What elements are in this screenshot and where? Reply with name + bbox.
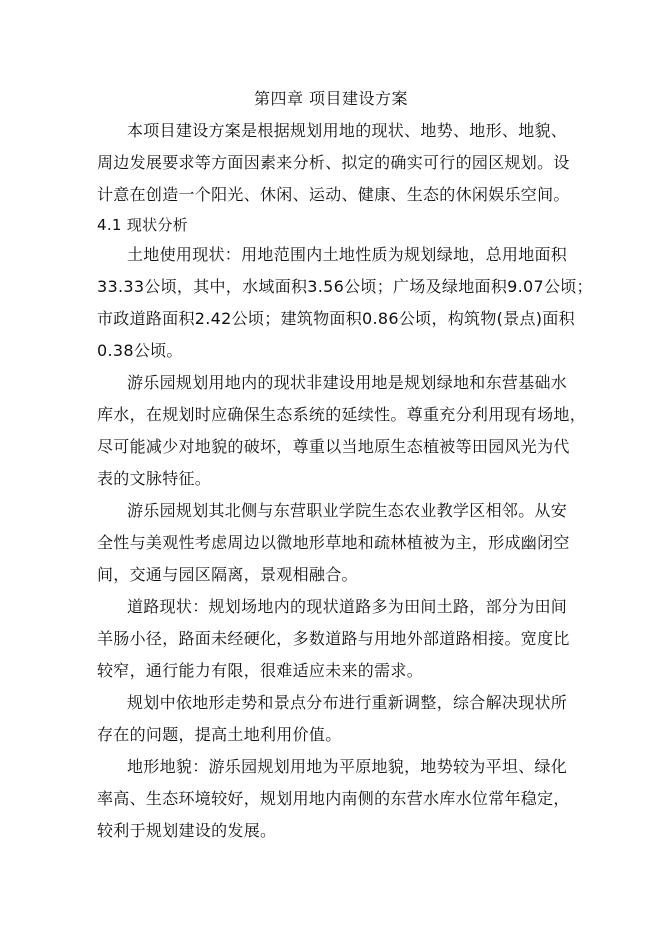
chapter-title: 第四章 项目建设方案 bbox=[253, 89, 409, 108]
land-use-line-4: 0.38公顷。 bbox=[97, 341, 183, 360]
terrain-line-3: 较利于规划建设的发展。 bbox=[97, 821, 277, 840]
land-use-line-2: 33.33公顷，其中，水域面积3.56公顷；广场及绿地面积9.07公顷； bbox=[97, 277, 593, 296]
paragraph-2-line-2: 库水，在规划时应确保生态系统的延续性。尊重充分利用现有场地， bbox=[97, 405, 587, 424]
terrain-line-1: 地形地貌：游乐园规划用地为平原地貌，地势较为平坦、绿化 bbox=[127, 757, 568, 776]
paragraph-2-line-1: 游乐园规划用地内的现状非建设用地是规划绿地和东营基础水 bbox=[127, 373, 568, 392]
intro-line-2: 周边发展要求等方面因素来分析、拟定的确实可行的园区规划。设 bbox=[97, 153, 570, 172]
land-use-line-3: 市政道路面积2.42公顷；建筑物面积0.86公顷，构筑物(景点)面积 bbox=[97, 309, 575, 328]
paragraph-3-line-2: 全性与美观性考虑周边以微地形草地和疏林植被为主，形成幽闭空 bbox=[97, 533, 570, 552]
adjustment-line-2: 存在的问题，提高土地利用价值。 bbox=[97, 725, 342, 744]
paragraph-2-line-4: 表的文脉特征。 bbox=[97, 469, 212, 488]
paragraph-2-line-3: 尽可能减少对地貌的破坏，尊重以当地原生态植被等田园风光为代 bbox=[97, 437, 570, 456]
land-use-line-1: 土地使用现状：用地范围内土地性质为规划绿地，总用地面积 bbox=[127, 245, 568, 264]
paragraph-3-line-3: 间，交通与园区隔离，景观相融合。 bbox=[97, 565, 358, 584]
roads-line-1: 道路现状：规划场地内的现状道路多为田间土路，部分为田间 bbox=[127, 597, 568, 616]
paragraph-3-line-1: 游乐园规划其北侧与东营职业学院生态农业教学区相邻。从安 bbox=[127, 501, 568, 520]
intro-line-1: 本项目建设方案是根据规划用地的现状、地势、地形、地貌、 bbox=[127, 121, 568, 140]
roads-line-3: 较窄，通行能力有限，很难适应未来的需求。 bbox=[97, 661, 424, 680]
adjustment-line-1: 规划中依地形走势和景点分布进行重新调整，综合解决现状所 bbox=[127, 693, 568, 712]
intro-line-3: 计意在创造一个阳光、休闲、运动、健康、生态的休闲娱乐空间。 bbox=[97, 185, 570, 204]
roads-line-2: 羊肠小径，路面未经硬化，多数道路与用地外部道路相接。宽度比 bbox=[97, 629, 570, 648]
terrain-line-2: 率高、生态环境较好，规划用地内南侧的东营水库水位常年稳定， bbox=[97, 789, 570, 808]
section-heading: 4.1 现状分析 bbox=[97, 216, 189, 234]
